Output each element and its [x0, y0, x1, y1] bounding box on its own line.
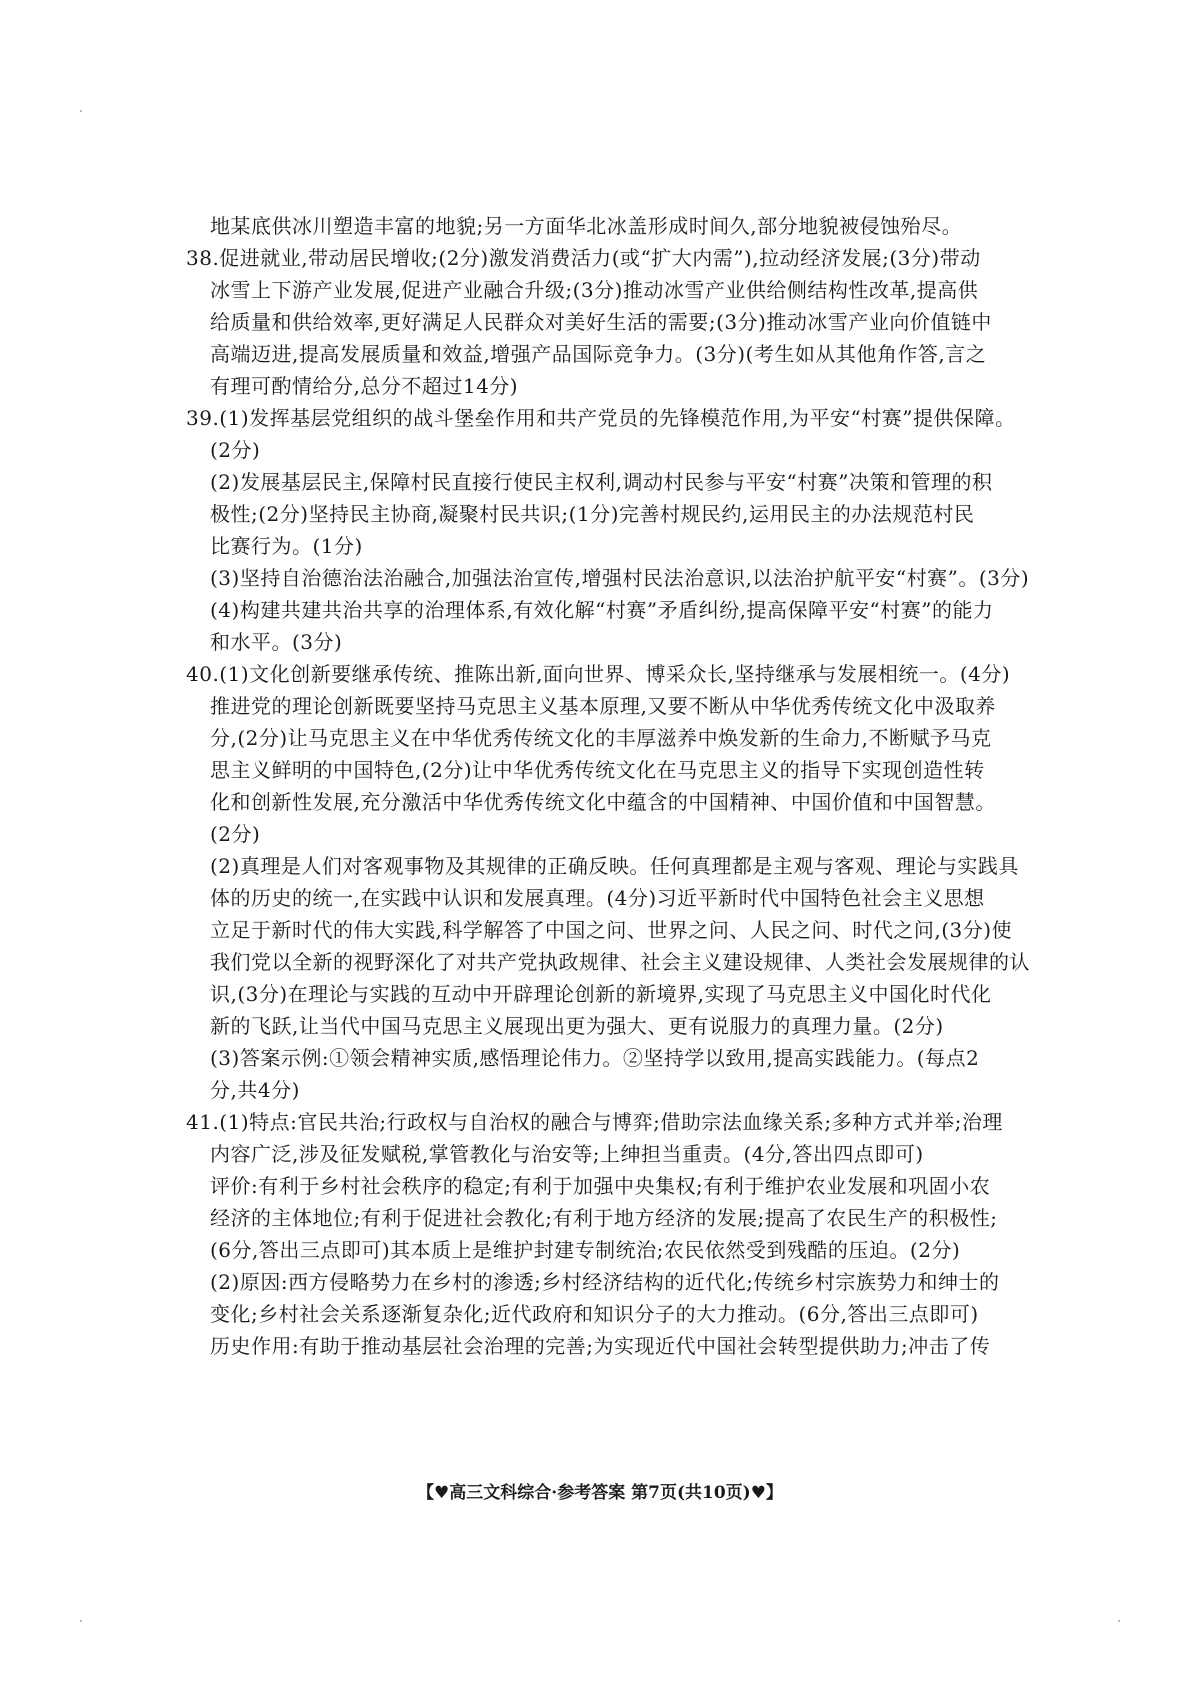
answer-38-line-5: 有理可酌情给分,总分不超过14分)	[210, 374, 519, 398]
answer-41-line-6: (2)原因:西方侵略势力在乡村的渗透;乡村经济结构的近代化;传统乡村宗族势力和绅士的	[210, 1270, 1000, 1294]
answer-41-line-8: 历史作用:有助于推动基层社会治理的完善;为实现近代中国社会转型提供助力;冲击了传	[210, 1334, 991, 1358]
answer-38-line-2: 冰雪上下游产业发展,促进产业融合升级;(3分)推动冰雪产业供给侧结构性改革,提高供	[210, 278, 979, 302]
answer-40-line-2: 推进党的理论创新既要坚持马克思主义基本原理,又要不断从中华优秀传统文化中汲取养	[210, 694, 996, 718]
answer-40-line-14: 分,共4分)	[210, 1078, 300, 1102]
answer-41-line-5: (6分,答出三点即可)其本质上是维护封建专制统治;农民依然受到残酷的压迫。(2分)	[210, 1238, 961, 1262]
answer-41-line-4: 经济的主体地位;有利于促进社会教化;有利于地方经济的发展;提高了农民生产的积极性;	[210, 1206, 998, 1230]
answer-41-line-1: 41.(1)特点:官民共治;行政权与自治权的融合与博弈;借助宗法血缘关系;多种方式并举;治理	[186, 1110, 1003, 1134]
answer-39-line-8: 和水平。(3分)	[210, 630, 343, 654]
scan-speck	[80, 1620, 82, 1622]
page-footer: 【♥高三文科综合·参考答案 第7页(共10页)♥】	[417, 1483, 783, 1503]
answer-40-line-13: (3)答案示例:①领会精神实质,感悟理论伟力。②坚持学以致用,提高实践能力。(每点2	[210, 1046, 980, 1070]
answer-39-line-6: (3)坚持自治德治法治融合,加强法治宣传,增强村民法治意识,以法治护航平安“村赛”。(3分)	[210, 566, 1030, 590]
answer-40-line-7: (2)真理是人们对客观事物及其规律的正确反映。任何真理都是主观与客观、理论与实践具	[210, 854, 1019, 878]
answer-39-line-7: (4)构建共建共治共享的治理体系,有效化解“村赛”矛盾纠纷,提高保障平安“村赛”的能力	[210, 598, 994, 622]
answer-40-line-9: 立足于新时代的伟大实践,科学解答了中国之问、世界之问、人民之问、时代之问,(3分)使	[210, 918, 1013, 942]
answer-40-line-3: 分,(2分)让马克思主义在中华优秀传统文化的丰厚滋养中焕发新的生命力,不断赋予马克	[210, 726, 992, 750]
text-line-continuation: 地某底供冰川塑造丰富的地貌;另一方面华北冰盖形成时间久,部分地貌被侵蚀殆尽。	[210, 214, 963, 238]
answer-39-line-3: (2)发展基层民主,保障村民直接行使民主权利,调动村民参与平安“村赛”决策和管理的积	[210, 470, 993, 494]
answer-40-line-8: 体的历史的统一,在实践中认识和发展真理。(4分)习近平新时代中国特色社会主义思想	[210, 886, 985, 910]
answer-40-line-4: 思主义鲜明的中国特色,(2分)让中华优秀传统文化在马克思主义的指导下实现创造性转	[210, 758, 985, 782]
answer-40-line-12: 新的飞跃,让当代中国马克思主义展现出更为强大、更有说服力的真理力量。(2分)	[210, 1014, 944, 1038]
answer-38-line-1: 38.促进就业,带动居民增收;(2分)激发消费活力(或“扩大内需”),拉动经济发展;(3分)带动	[186, 246, 981, 270]
answer-39-line-2: (2分)	[210, 438, 261, 462]
answer-41-line-7: 变化;乡村社会关系逐渐复杂化;近代政府和知识分子的大力推动。(6分,答出三点即可)	[210, 1302, 979, 1326]
answer-40-line-11: 识,(3分)在理论与实践的互动中开辟理论创新的新境界,实现了马克思主义中国化时代化	[210, 982, 992, 1006]
answer-39-line-4: 极性;(2分)坚持民主协商,凝聚村民共识;(1分)完善村规民约,运用民主的办法规范村民	[210, 502, 975, 526]
answer-40-line-1: 40.(1)文化创新要继承传统、推陈出新,面向世界、博采众长,坚持继承与发展相统一。(4分)	[186, 662, 1011, 686]
scan-speck	[80, 110, 82, 112]
answer-40-line-5: 化和创新性发展,充分激活中华优秀传统文化中蕴含的中国精神、中国价值和中国智慧。	[210, 790, 996, 814]
scan-speck	[1118, 1620, 1120, 1622]
answer-39-line-5: 比赛行为。(1分)	[210, 534, 363, 558]
answer-40-line-10: 我们党以全新的视野深化了对共产党执政规律、社会主义建设规律、人类社会发展规律的认	[210, 950, 1030, 974]
answer-41-line-3: 评价:有利于乡村社会秩序的稳定;有利于加强中央集权;有利于维护农业发展和巩固小农	[210, 1174, 991, 1198]
answer-41-line-2: 内容广泛,涉及征发赋税,掌管教化与治安等;上绅担当重责。(4分,答出四点即可)	[210, 1142, 924, 1166]
answer-40-line-6: (2分)	[210, 822, 261, 846]
answer-38-line-3: 给质量和供给效率,更好满足人民群众对美好生活的需要;(3分)推动冰雪产业向价值链中	[210, 310, 992, 334]
answer-38-line-4: 高端迈进,提高发展质量和效益,增强产品国际竞争力。(3分)(考生如从其他角作答,言之	[210, 342, 987, 366]
answer-39-line-1: 39.(1)发挥基层党组织的战斗堡垒作用和共产党员的先锋模范作用,为平安“村赛”提供保障。	[186, 406, 1016, 430]
